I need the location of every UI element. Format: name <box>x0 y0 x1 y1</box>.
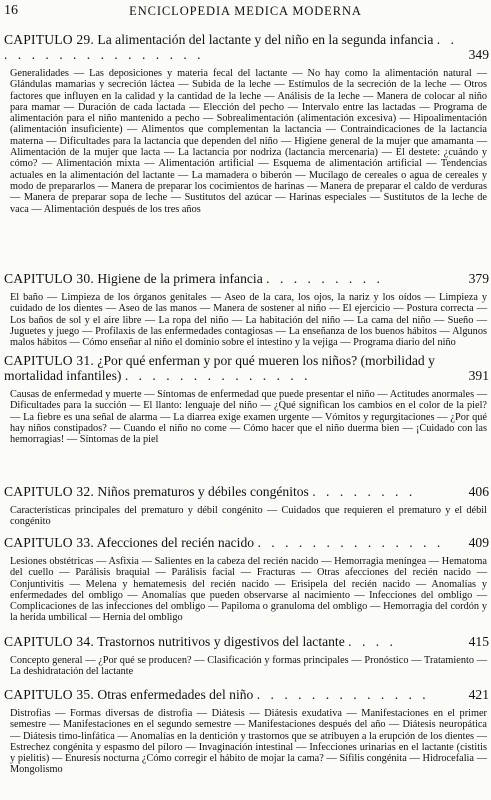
chapter-title: Niños prematuros y débiles congénitos <box>97 484 309 499</box>
chapter-topics: Lesiones obstétricas — Asfixia — Salientes en la cabeza del recién nacido — Hemorragia meníngea — Hematoma del cuello — Parálisis braquial — Parálisis facial — Fracturas — Otras afecciones del recién nacido — Conjuntivitis — Melena y hematemesis del recién nacido — Erisipela del recién nacido — Anomalías y enfermedades del ombligo — Anomalías que pueden observarse al nacimiento — Infecciones del ombligo — Complicaciones de las infecciones del ombligo — Papiloma o granuloma del ombligo — Hemorragia del cordón y la herida umbilical — Hernia del ombligo <box>10 556 487 624</box>
page-number: 16 <box>4 3 18 18</box>
dot-leader: . . . . . . . . . . . . . <box>256 687 430 702</box>
chapter-title: La alimentación del lactante y del niño en la segunda infancia <box>97 32 434 47</box>
chapter-page: 415 <box>468 634 489 649</box>
chapter-label: CAPITULO 31. <box>4 353 95 368</box>
dot-leader: . . . . . . . . . <box>266 271 384 286</box>
chapter-32-entry <box>4 484 489 528</box>
running-title: ENCICLOPEDIA MEDICA MODERNA <box>129 4 362 18</box>
dot-leader: . . . . . . . . . . . . . . . . . <box>4 32 458 62</box>
chapter-title: ¿Por qué enferman y por qué mueren los niños? (morbilidad y mortalidad infantiles) <box>4 353 435 383</box>
chapter-heading <box>4 687 489 702</box>
chapter-page: 409 <box>468 535 489 550</box>
chapter-heading <box>4 634 489 649</box>
chapter-label: CAPITULO 33. <box>4 535 95 550</box>
chapter-page: 391 <box>468 368 489 383</box>
chapter-34-entry <box>4 634 489 678</box>
dot-leader: . . . . . . . . . . . . . . <box>257 535 444 550</box>
chapter-page: 349 <box>468 47 489 62</box>
chapter-35-entry <box>4 687 489 776</box>
chapter-topics: Características principales del prematuro y débil congénito — Cuidados que requieren el prematuro y el débil congénito <box>10 505 487 528</box>
chapter-label: CAPITULO 30. <box>4 271 95 286</box>
chapter-label: CAPITULO 35. <box>4 687 95 702</box>
chapter-title: Trastornos nutritivos y digestivos del lactante <box>97 634 345 649</box>
chapter-heading <box>4 535 489 550</box>
chapter-topics: Causas de enfermedad y muerte — Síntomas de enfermedad que puede presentar el niño — Actitudes anormales — Dificultades para la succión — El llanto: lenguaje del niño — ¿Qué significan los cambios en el color de la piel? — La fiebre es una señal de alarma — La diarrea exige examen urgente — Vómitos y regurgitaciones — ¿Por qué hay niños constipados? — Cuando el niño no come — Cómo hacer que el niño duerma bien — ¡Cuidado con las hemorragias! — Síntomas de la piel <box>10 389 487 446</box>
chapter-31-entry <box>4 353 489 445</box>
chapter-heading <box>4 484 489 499</box>
chapter-30-entry <box>4 271 489 348</box>
chapter-title: Otras enfermedades del niño <box>97 687 254 702</box>
dot-leader: . . . . . . . . . . . . . . <box>124 368 312 383</box>
chapter-heading <box>4 353 489 383</box>
chapter-topics: Generalidades — Las deposiciones y materia fecal del lactante — No hay como la alimentación natural — Glándulas mamarias y secreción láctea — Subida de la leche — Estímulos de la secreción de la leche — Otros factores que influyen en la calidad y la cantidad de la leche — Análisis de la leche — Manera de colocar al niño para mamar — Duración de cada lactada — Elección del pecho — Intervalo entre las lactadas — Programa de alimentación para el niño mantenido a pecho — Sobrealimentación (alimentación excesiva) — Hipoalimentación (alimentación insuficiente) — Alimentos que complementan la lactancia — Contraindicaciones de la lactancia materna — Dificultades para la lactancia que dependen del niño — Higiene general de la mujer que amamanta — Alimentación de la mujer que lacta — La lactancia por nodriza (lactancia mercenaria) — El destete: ¿cuándo y cómo? — Alimentación mixta — Alimentación artificial — Esquema de alimentación artificial — Tendencias actuales en la alimentación del lactante — La mamadera o biberón — Mucílago de cereales o agua de cereales y modo de prepararlos — Manera de preparar los cocimientos de harinas — Manera de preparar el caldo de verduras — Manera de preparar sopa de leche — Sustitutos del azúcar — Harinas especiales — Sustitutos de la leche de vaca — Alimentación después de los tres años <box>10 68 487 215</box>
chapter-label: CAPITULO 34. <box>4 634 95 649</box>
dot-leader: . . . . . . . . <box>312 484 416 499</box>
chapter-topics: El baño — Limpieza de los órganos genitales — Aseo de la cara, los ojos, la nariz y los oídos — Limpieza y cuidado de los dientes — Aseo de las manos — Manera de sostener al niño — El ejercicio — Postura correcta — Los baños de sol y el aire libre — La ropa del niño — La habitación del niño — La cama del niño — Sueño — Juguetes y juego — Profilaxis de las enfermedades contagiosas — La enseñanza de los buenos hábitos — Algunos malos hábitos — Cómo enseñar al niño el dominio sobre el intestino y la vejiga — Programa diario del niño <box>10 292 487 349</box>
chapter-topics: Concepto general — ¿Por qué se producen? — Clasificación y formas principales — Pronóstico — Tratamiento — La deshidratación del lactante <box>10 655 487 678</box>
chapter-page: 379 <box>468 271 489 286</box>
chapter-page: 406 <box>468 484 489 499</box>
chapter-topics: Distrofias — Formas diversas de distrofia — Diátesis — Diátesis exudativa — Manifestaciones en el primer semestre — Manifestaciones en el segundo semestre — Manifestaciones después del año — Diátesis neuropática — Diátesis timo-linfática — Anomalías en la dentición y trastornos que se atribuyen a la erupción de los dientes — Estrechez congénita y espasmo del píloro — Invaginación intestinal — Infecciones urinarias en el lactante (cistitis y pielitis) — Enuresis nocturna ¿Cómo corregir el hábito de mojar la cama? — Sífilis congénita — Hidrocefalia — Mongolismo <box>10 708 487 776</box>
chapter-heading <box>4 32 489 62</box>
dot-leader: . . . . <box>348 634 397 649</box>
chapter-title: Afecciones del recién nacido <box>96 535 255 550</box>
chapter-33-entry <box>4 535 489 624</box>
chapter-label: CAPITULO 29. <box>4 32 95 47</box>
chapter-title: Higiene de la primera infancia <box>97 271 263 286</box>
chapter-page: 421 <box>468 687 489 702</box>
running-header <box>0 2 491 20</box>
chapter-29-entry <box>4 32 489 215</box>
chapter-label: CAPITULO 32. <box>4 484 95 499</box>
chapter-heading <box>4 271 489 286</box>
